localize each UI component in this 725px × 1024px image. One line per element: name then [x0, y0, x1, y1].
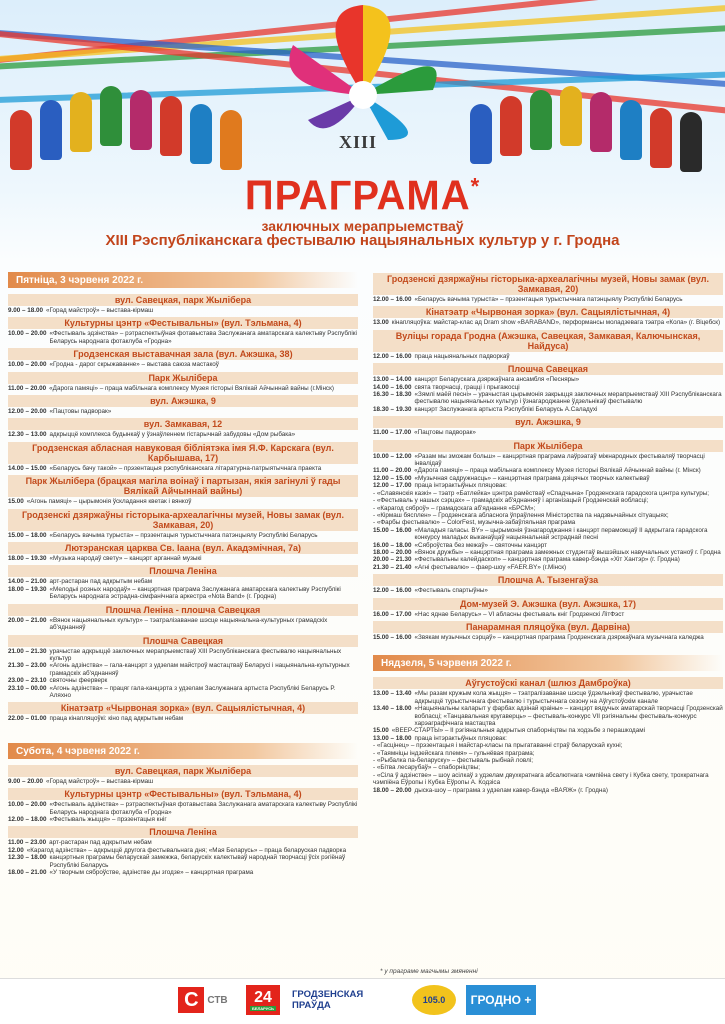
- footnote: * у праграме магчымы змяненні: [380, 968, 478, 975]
- event-item: 13.00 – 13.40 «Мы разам кружым кола жыцця» – тэатралізаванае шэсце ўдзельнікаў фестывалю, урачыстае адкрыццё турыстычнага фестывалю і турыстычнага сезону на Аўгустоўскім канале: [373, 690, 693, 705]
- event-item: 13.40 – 18.00 «Нацыянальны каларыт у фарбах адзінай краіны» – канцэрт вядучых аматарскай творчасці Гродзенскай вобласці; «Танцавальная кругаверць» – фестываль-конкурс VII рэгіянальны фестываль-конкурс харэаграфічнага мастацтва: [373, 705, 723, 727]
- event-item: 12.00 «Карагод адзінства» – адкрыццё другога фестывальнага дня; «Мая Беларусь» – праца беларуская падворка: [8, 846, 347, 854]
- event-subitem: - «Кірмаш бясплен» – Гродзенскага абласнога ўпраўлення Міністэрства па надзвычайных сітуацыях;: [373, 511, 669, 519]
- event-item: 12.00 – 16.00 «Фестываль спартыўны»: [373, 587, 488, 595]
- venue-heading: Плошча Леніна - плошча Савецкая: [8, 604, 358, 616]
- event-item: 12.00 – 16.00 праца нацыянальных падворкаў: [373, 352, 510, 360]
- venue-heading: Плошча Леніна: [8, 826, 358, 838]
- event-item: 22.00 – 01.00 праца кінапляцоўкі: кіно пад адкрытым небам: [8, 715, 184, 723]
- venue-heading: Гродзенскі дзяржаўны гісторыка-археалагічны музей, Новы замак (вул. Замкавая, 20): [8, 509, 358, 531]
- event-item: 11.00 – 17.00 «Пацтовы падворак»: [373, 429, 476, 437]
- event-item: 15.00 – 16.00 «Звякам музычных сэрцаў» – канцэртная праграма Гродзенскага дзяржаўнага музычнага каледжа: [373, 633, 704, 641]
- event-item: 11.00 – 23.00 арт-растаран пад адкрытым небам: [8, 839, 152, 847]
- page-title: ПРАГРАМА*: [244, 172, 481, 220]
- event-item: 11.00 – 20.00 «Дарога памяці» – праца мабільнага комплексу Музея гісторыі Вялікай Айчыннай вайны (г.Мінск): [8, 384, 334, 392]
- event-item: 18.00 – 19.30 «Музыка народаў свету» – канцэрт арганнай музыкі: [8, 555, 202, 563]
- festival-flower-logo: [268, 0, 458, 150]
- page-subtitle: заключных мерапрыемстваў: [261, 218, 464, 234]
- event-subitem: - «Таямніцы індзейскага племя» – гульнёвая праграма;: [373, 749, 535, 757]
- event-subitem: - «Славянскія казкі» – тэатр «Батлейка» цэнтра рамёстваў «Спадчына» Гродзенскага гарадскога цэнтра культуры;: [373, 489, 710, 497]
- event-item: 16.00 – 17.00 «Нас яднае Беларусь» – VI абласны фестываль кніг Гродзенскі ЛітФэст: [373, 610, 625, 618]
- event-item: 23.10 – 00.00 «Агонь адзінства» – працяг гала-канцэрта з удзелам Заслужанага артыста Рэспублікі Беларусь Р. Аляхно: [8, 684, 336, 699]
- venue-heading: Плошча Леніна: [8, 565, 358, 577]
- venue-heading: Дом-музей Э. Ажэшка (вул. Ажэшка, 17): [373, 598, 723, 610]
- venue-heading: вул. Ажэшка, 9: [373, 416, 723, 428]
- event-item: 15.00 «Агонь памяці» – цырымонія ўскладання кветак і вянкоў: [8, 498, 192, 506]
- grodno-plus-logo: ГРОДНО +: [466, 985, 536, 1015]
- venue-heading: Кінатэатр «Чырвоная зорка» (вул. Сацыялістычная, 4): [8, 702, 358, 714]
- event-item: 12.30 – 13.00 адкрыццё комплекса будынкаў у ўзнаўленнем гістарычнай забудовы «Дом рыбака»: [8, 431, 296, 439]
- event-item: 13.00 кінапляцоўка: майстар-клас ад Dram show «BARABAND», перформансы моладзевага тэатра «Кола» (г. Віцебск): [373, 319, 721, 327]
- venue-heading: Вуліцы горада Гродна (Ажэшка, Савецкая, Замкавая, Калючынская, Найдуса): [373, 330, 723, 352]
- venue-heading: Панарамная пляцоўка (вул. Дарвіна): [373, 621, 723, 633]
- radio-logo: 105.0: [412, 985, 456, 1015]
- festival-name: XIII Рэспубліканскага фестывалю нацыянальных культур у г. Гродна: [105, 232, 620, 249]
- day-header: Субота, 4 чэрвеня 2022 г.: [8, 743, 358, 759]
- event-item: 20.00 – 21.30 «Фестывальны калейдаскоп» – канцэртная праграма кавер-бэнда «Хіт Хантэр» (г. Гродна): [373, 556, 680, 564]
- venue-heading: вул. Савецкая, парк Жылібера: [8, 294, 358, 306]
- event-item: 18.00 – 19.30 «Мелодыі розных народаў» – канцэртная праграма Заслужанага аматарскага калектыву Рэспублікі Беларусь народнага эстрадна-сімфанічнага аркестра «Nota Band» (г. Гродна): [8, 585, 341, 601]
- venue-heading: вул. Ажэшка, 9: [8, 395, 358, 407]
- grodzenskaya-prauda-logo: ГРОДЗЕНСКАЯ ПРАЎДА: [292, 989, 364, 1011]
- event-item: 15.00 «ВЕЕР-СТАРТЫ» – II рэгіянальныя адкрытыя спаборніцтвы па ходзьбе з перашкодамі: [373, 727, 645, 735]
- venue-heading: Парк Жылібера (брацкая магіла воінаў і партызан, якія загінулі ў гады Вялікай Айчыннай вайны): [8, 475, 358, 497]
- venue-heading: Парк Жылібера: [8, 372, 358, 384]
- schedule-column-right: [373, 270, 723, 794]
- venue-heading: Культурны цэнтр «Фестывальны» (вул. Тэльмана, 4): [8, 317, 358, 329]
- venue-heading: вул. Замкавая, 12: [8, 418, 358, 430]
- event-item: 21.30 – 23.00 «Агонь адзінства» – гала-канцэрт з удзелам майстроў мастацтваў Беларусі і нацыянальна-культурных грамадскіх аб'яднанняў: [8, 662, 350, 677]
- event-item: 12.30 – 18.00 канцэртныя праграмы беларускай замежжа, беларускіх калектываў народнай творчасці ўсіх рэгіёнаў Рэспублікі Беларусь: [8, 854, 346, 869]
- edition-number: XIII: [339, 132, 378, 152]
- event-item: 16.30 – 18.30 «Зямлі маёй песні» – урачыстая цырымонія закрыцця заключных мерапрыемстваў XIII Рэспубліканскага фестывалю нацыянальных культур і ўзнагароджанне ўдзельнікаў фестывалю: [373, 391, 722, 406]
- event-item: 9.00 – 20.00 «Горад майстроў» – выстава-кірмаш: [8, 777, 154, 785]
- event-item: 21.30 – 21.40 «Агні фестывалю» – фаер-шоу «FAER.BY» (г.Мінск): [373, 563, 567, 571]
- venue-heading: Парк Жылібера: [373, 440, 723, 452]
- event-item: 11.00 – 20.00 «Дарога памяці» – праца мабільнага комплексу Музея гісторыі Вялікай Айчыннай вайны (г. Мінск): [373, 467, 701, 475]
- event-item: 15.00 – 16.00 «Маладыя галасы. BY» – цырымонія ўзнагароджання і канцэрт пераможцаў II адкрытага гарадскога конкурсу маладых выканаўцаў нацыянальнай эстраднай песні: [373, 526, 708, 542]
- event-item: 14.00 – 15.00 «Беларусь бачу такой» – прэзентацыя рэспубліканскага літаратурна-патрыятычнага праекта: [8, 464, 322, 472]
- venue-heading: Гродзенскі дзяржаўны гісторыка-археалагічны музей, Новы замак (вул. Замкавая, 20): [373, 273, 723, 295]
- venue-heading: вул. Савецкая, парк Жылібера: [8, 765, 358, 777]
- venue-heading: Кінатэатр «Чырвоная зорка» (вул. Сацыялістычная, 4): [373, 306, 723, 318]
- event-item: 10.00 – 20.00 «Фестываль адзінства» – рэтраспектыўная фотавыстава Заслужанага аматарскага калектыву Рэспублікі Беларусь народнага фотаклуба «Гродна»: [8, 801, 358, 816]
- venue-heading: Плошча Савецкая: [373, 363, 723, 375]
- venue-heading: Лютэранская царква Св. Іаана (вул. Акадэмічная, 7а): [8, 542, 358, 554]
- event-item: 9.00 – 18.00 «Горад майстроў» – выстава-кірмаш: [8, 307, 154, 314]
- event-item: 12.00 – 15.00 «Музычная садружнасць» – канцэртная праграма дзіцячых творчых калектываў: [373, 474, 650, 482]
- day-header: Нядзеля, 5 чэрвеня 2022 г.: [373, 655, 723, 671]
- event-item: 12.00 – 16.00 «Беларусь вачыма турыста» – прэзентацыя турыстычнага патэнцыялу Рэспублікі Беларусь: [373, 296, 683, 303]
- event-item: 10.00 – 20.00 «Гродна - дарог скрыжаванне» – выстава саюза мастакоў: [8, 361, 219, 369]
- event-item: 20.00 – 21.00 «Вянок нацыянальных культур» – тэатралізаванае шэсце нацыянальна-культурных грамадскіх аб'яднанняў: [8, 616, 328, 632]
- event-subitem: - «Фарбы фестывалю» – ColorFest, музычна-забаўляльная праграма: [373, 519, 576, 527]
- day-header: Пятніца, 3 чэрвеня 2022 г.: [8, 272, 358, 288]
- event-subitem: - «Сіла ў адзінстве» – шоу асілкаў з удзелам двухкратнага абсалютнага чэмпіёна свету і Кубка свету, трохкратнага чэмпіёна Еўропы і Кубка Еўропы А. Кодзіса: [373, 771, 709, 787]
- event-subitem: - «Гасцінец» – прэзентацыя і майстар-класы па прыгатаванні страў беларускай кухні;: [373, 742, 623, 750]
- event-subitem: - «Бітва лесарубаў» – спаборніцтвы;: [373, 764, 481, 772]
- venue-heading: Плошча Савецкая: [8, 635, 358, 647]
- event-item: 14.00 – 21.00 арт-растаран пад адкрытым небам: [8, 578, 153, 586]
- event-item: 23.00 – 23.10 святочны феерверк: [8, 677, 108, 685]
- event-item: 13.00 – 18.00 праца інтэрактыўных пляцовак:: [373, 734, 507, 742]
- event-subitem: - «Фестываль у нашых сэрцах» – грамадскіх аб'яднанняў і арганізацый Гродзенскай вобласці;: [373, 497, 649, 505]
- venue-heading: Гродзенская выставачная зала (вул. Ажэшка, 38): [8, 348, 358, 360]
- event-item: 18.30 – 19.30 канцэрт Заслужанага артыста Рэспублікі Беларусь А.Саладухі: [373, 405, 598, 413]
- event-item: 12.00 – 20.00 «Пацтовы падворак»: [8, 408, 112, 416]
- venue-heading: Культурны цэнтр «Фестывальны» (вул. Тэльмана, 4): [8, 788, 358, 800]
- belarus24-logo: 24 БЕЛАРУСЬ: [246, 985, 280, 1015]
- event-subitem: - «Карагод сяброў» – грамадскага аб'яднання «БРСМ»;: [373, 504, 536, 512]
- event-item: 21.00 – 21.30 урачыстае адкрыццё заключных мерапрыемстваў XIII Рэспубліканскага фестывалю нацыянальных культур: [8, 647, 342, 662]
- event-item: 10.00 – 12.00 «Разам мы зможам больш» – канцэртная праграма лаўрэатаў міжнародных фестываляў творчасці інвалідаў: [373, 452, 705, 468]
- event-item: 18.00 – 20.00 дыска-шоу – праграма з удзелам кавер-бэнда «ВАЯЖ» (г. Гродна): [373, 786, 608, 794]
- venue-heading: Плошча А. Тызенгаўза: [373, 574, 723, 586]
- event-item: 13.00 – 14.00 канцэрт Беларускага дзяржаўнага ансамбля «Песняры»: [373, 376, 580, 384]
- event-item: 18.00 – 20.00 «Вянок дружбы» – канцэртная праграма замежных студэнтаў вышэйшых навучальных устаноў г. Гродна: [373, 548, 721, 556]
- event-item: 16.00 – 18.00 «Сяброўства без межаў» – святочны канцэрт: [373, 541, 547, 549]
- event-subitem: - «Рыбалка па-беларуску» – фестываль рыбнай ловлі;: [373, 757, 533, 765]
- schedule-column-left: [8, 270, 358, 876]
- event-item: 12.00 – 18.00 «Фестываль жыцця» – прэзентацыя кніг: [8, 815, 167, 823]
- event-item: 18.00 – 21.00 «У творчым сяброўстве, адзінстве ды згодзе» – канцэртная праграма: [8, 869, 254, 876]
- event-item: 12.00 – 17.00 праца інтэрактыўных пляцовак:: [373, 482, 507, 490]
- sponsor-logos: [0, 978, 725, 1024]
- event-item: 10.00 – 20.00 «Фестываль эдзінства» – рэтраспектыўная фотавыстава Заслужанага аматарскага калектыву Рэспублікі Беларусь народнага фотаклуба «Гродна»: [8, 330, 357, 345]
- venue-heading: Аўгустоўскі канал (шлюз Дамброўка): [373, 677, 723, 689]
- event-item: 15.00 – 18.00 «Беларусь вачыма турыста» – прэзентацыя турыстычнага патэнцыялу Рэспублікі Беларусь: [8, 531, 318, 539]
- event-item: 14.00 – 16.00 свята творчасці, грацці і прыгажосці: [373, 383, 520, 391]
- stv-logo: С СТВ: [168, 985, 238, 1015]
- venue-heading: Гродзенская абласная навуковая бібліятэка імя Я.Ф. Карскага (вул. Карбышава, 17): [8, 442, 358, 464]
